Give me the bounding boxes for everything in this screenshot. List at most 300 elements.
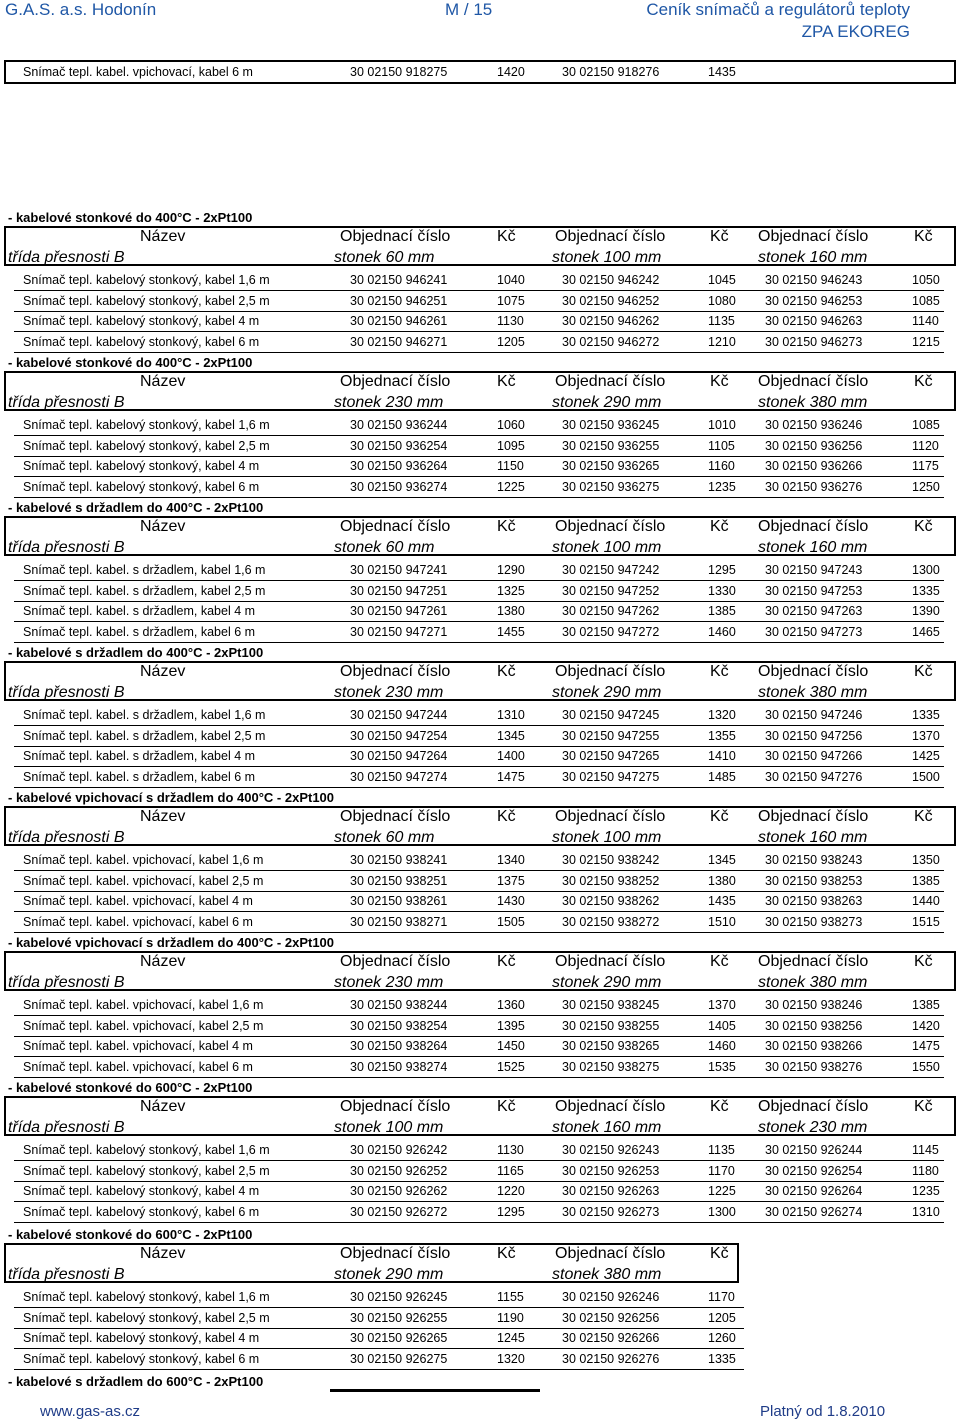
stem-length: stonek 160 mm [758, 539, 868, 556]
price: 1370 [912, 728, 940, 743]
row-rule [14, 746, 944, 747]
order-number: 30 02150 947273 [765, 624, 863, 639]
item-name: Snímač tepl. kabelový stonkový, kabel 4 m [23, 459, 260, 473]
order-number: 30 02150 947254 [350, 728, 448, 743]
column-header-row [0, 228, 960, 248]
price: 1235 [912, 1184, 940, 1198]
table-row [0, 1018, 960, 1038]
price: 1140 [912, 314, 939, 328]
stem-length: stonek 160 mm [758, 249, 868, 266]
section-title-text: - kabelové s držadlem do 400°C - 2xPt100 [8, 645, 264, 660]
price: 1430 [497, 894, 525, 908]
header-price: Kč [497, 373, 516, 390]
item-name: Snímač tepl. kabelový stonkový, kabel 1,6 m [23, 1143, 270, 1157]
row-rule [14, 1036, 944, 1037]
order-number: 30 02150 938255 [562, 1018, 660, 1033]
order-number: 30 02150 947241 [350, 563, 448, 577]
header-price: Kč [497, 518, 516, 535]
item-name: Snímač tepl. kabel. vpichovací, kabel 6 m [23, 65, 253, 79]
table-row [0, 1289, 960, 1309]
accuracy-class-label: třída přesnosti B [8, 249, 125, 266]
row-rule [14, 911, 944, 912]
order-number: 30 02150 947242 [562, 563, 660, 577]
item-name: Snímač tepl. kabelový stonkový, kabel 6 m [23, 1204, 260, 1219]
item-name: Snímač tepl. kabel. vpichovací, kabel 4 m [23, 894, 253, 908]
header-price: Kč [710, 1098, 729, 1115]
footer-validity: Platný od 1.8.2010 [760, 1403, 886, 1420]
price: 1155 [497, 1290, 524, 1304]
order-number: 30 02150 926264 [765, 1184, 863, 1198]
price: 1260 [708, 1331, 736, 1345]
order-number: 30 02150 938261 [350, 894, 448, 908]
header-order-number: Objednací číslo [340, 228, 451, 245]
row-rule [14, 311, 944, 312]
price: 1105 [708, 438, 735, 453]
stem-length: stonek 60 mm [334, 539, 435, 556]
row-rule [14, 1348, 744, 1349]
header-price: Kč [914, 518, 933, 535]
price: 1040 [497, 273, 525, 287]
stem-length: stonek 380 mm [758, 974, 868, 991]
table-row [0, 272, 960, 292]
header-order-number: Objednací číslo [555, 808, 666, 825]
price: 1460 [708, 1039, 736, 1053]
price: 1335 [708, 1351, 736, 1366]
table-row [0, 1183, 960, 1203]
price: 1160 [708, 459, 735, 473]
column-header-row [0, 373, 960, 393]
item-name: Snímač tepl. kabelový stonkový, kabel 1,6 m [23, 418, 270, 432]
order-number: 30 02150 936264 [350, 459, 448, 473]
price: 1420 [912, 1018, 940, 1033]
price: 1385 [912, 998, 940, 1012]
table-row [0, 583, 960, 603]
order-number: 30 02150 926275 [350, 1351, 448, 1366]
row-rule [14, 1369, 744, 1370]
section-title [0, 935, 960, 951]
header-price: Kč [914, 373, 933, 390]
accuracy-class-label: třída přesnosti B [8, 1266, 125, 1283]
item-name: Snímač tepl. kabel. s držadlem, kabel 2,5 m [23, 583, 266, 598]
row-rule [14, 1328, 744, 1329]
price: 1425 [912, 749, 940, 763]
row-rule [14, 435, 944, 436]
price: 1295 [708, 563, 736, 577]
item-name: Snímač tepl. kabel. s držadlem, kabel 6 m [23, 624, 256, 639]
column-header-row [0, 1245, 960, 1265]
table-row [0, 293, 960, 313]
price: 1380 [497, 604, 525, 618]
table-row [0, 313, 960, 333]
price: 1175 [912, 459, 939, 473]
accuracy-class-label: třída přesnosti B [8, 684, 125, 701]
header-price: Kč [914, 808, 933, 825]
order-number: 30 02150 947265 [562, 749, 660, 763]
row-rule [14, 787, 944, 788]
order-number: 30 02150 938262 [562, 894, 660, 908]
header-order-number: Objednací číslo [340, 373, 451, 390]
order-number: 30 02150 947272 [562, 624, 660, 639]
price: 1095 [497, 438, 525, 453]
price: 1045 [708, 273, 736, 287]
order-number: 30 02150 938253 [765, 873, 863, 888]
order-number: 30 02150 936246 [765, 418, 863, 432]
item-name: Snímač tepl. kabelový stonkový, kabel 2,5 m [23, 1310, 270, 1325]
column-header-row [0, 1098, 960, 1118]
price: 1235 [708, 479, 736, 494]
order-number: 30 02150 926266 [562, 1331, 660, 1345]
accuracy-class-row [0, 829, 960, 849]
price: 1435 [708, 894, 736, 908]
row-rule [14, 932, 944, 933]
item-name: Snímač tepl. kabel. s držadlem, kabel 4 m [23, 749, 256, 763]
price: 1205 [708, 1310, 736, 1325]
stem-length: stonek 100 mm [334, 1119, 444, 1136]
row-rule [14, 725, 944, 726]
order-number: 30 02150 926272 [350, 1204, 448, 1219]
item-name: Snímač tepl. kabelový stonkový, kabel 1,6 m [23, 1290, 270, 1304]
table-row [0, 997, 960, 1017]
top-item-row [0, 64, 960, 84]
item-name: Snímač tepl. kabelový stonkový, kabel 6 m [23, 334, 260, 349]
accuracy-class-label: třída přesnosti B [8, 974, 125, 991]
price: 1410 [708, 749, 736, 763]
order-number: 30 02150 947251 [350, 583, 448, 598]
row-rule [14, 1056, 944, 1057]
row-rule [14, 290, 944, 291]
accuracy-class-row [0, 249, 960, 269]
order-number: 30 02150 926244 [765, 1143, 863, 1157]
header-price: Kč [497, 1245, 516, 1262]
header-price: Kč [497, 663, 516, 680]
table-row [0, 438, 960, 458]
order-number: 30 02150 946263 [765, 314, 863, 328]
item-name: Snímač tepl. kabel. vpichovací, kabel 2,5 m [23, 873, 264, 888]
order-number: 30 02150 946251 [350, 293, 448, 308]
document-title: Ceník snímačů a regulátorů teploty [646, 0, 910, 19]
table-row [0, 479, 960, 499]
price: 1515 [912, 914, 940, 929]
stem-length: stonek 100 mm [552, 249, 662, 266]
order-number: 30 02150 946271 [350, 334, 448, 349]
header-order-number: Objednací číslo [758, 373, 869, 390]
column-header-row [0, 663, 960, 683]
table-row [0, 914, 960, 934]
order-number: 30 02150 946242 [562, 273, 660, 287]
price: 1435 [708, 65, 736, 79]
header-order-number: Objednací číslo [555, 1245, 666, 1262]
item-name: Snímač tepl. kabel. vpichovací, kabel 6 m [23, 1059, 253, 1074]
price: 1080 [708, 293, 736, 308]
item-name: Snímač tepl. kabelový stonkový, kabel 4 m [23, 1331, 260, 1345]
header-order-number: Objednací číslo [758, 808, 869, 825]
price: 1485 [708, 769, 736, 784]
section-title-text: - kabelové s držadlem do 400°C - 2xPt100 [8, 500, 264, 515]
column-header-row [0, 808, 960, 828]
table-row [0, 1163, 960, 1183]
order-number: 30 02150 947253 [765, 583, 863, 598]
order-number: 30 02150 926252 [350, 1163, 448, 1178]
stem-length: stonek 380 mm [552, 1266, 662, 1283]
order-number: 30 02150 947263 [765, 604, 863, 618]
order-number: 30 02150 946243 [765, 273, 863, 287]
header-name: Název [140, 518, 186, 535]
order-number: 30 02150 938252 [562, 873, 660, 888]
price: 1085 [912, 293, 940, 308]
table-row [0, 873, 960, 893]
accuracy-class-row [0, 394, 960, 414]
item-name: Snímač tepl. kabelový stonkový, kabel 1,6 m [23, 273, 270, 287]
order-number: 30 02150 947274 [350, 769, 448, 784]
price: 1165 [497, 1163, 524, 1178]
price: 1455 [497, 624, 525, 639]
row-rule [14, 1181, 944, 1182]
item-name: Snímač tepl. kabelový stonkový, kabel 2,5 m [23, 293, 270, 308]
table-row [0, 728, 960, 748]
order-number: 30 02150 938246 [765, 998, 863, 1012]
price: 1180 [912, 1163, 939, 1178]
header-price: Kč [914, 228, 933, 245]
order-number: 30 02150 947262 [562, 604, 660, 618]
price: 1350 [912, 853, 940, 867]
order-number: 30 02150 947261 [350, 604, 448, 618]
stem-length: stonek 100 mm [552, 539, 662, 556]
price: 1360 [497, 998, 525, 1012]
order-number: 30 02150 947266 [765, 749, 863, 763]
price: 1345 [497, 728, 525, 743]
row-rule [14, 476, 944, 477]
order-number: 30 02150 946253 [765, 293, 863, 308]
order-number: 30 02150 947245 [562, 708, 660, 722]
header-name: Název [140, 373, 186, 390]
item-name: Snímač tepl. kabel. vpichovací, kabel 1,6 m [23, 998, 264, 1012]
accuracy-class-row [0, 539, 960, 559]
order-number: 30 02150 946262 [562, 314, 660, 328]
order-number: 30 02150 926265 [350, 1331, 448, 1345]
price: 1475 [497, 769, 525, 784]
header-price: Kč [710, 663, 729, 680]
order-number: 30 02150 946273 [765, 334, 863, 349]
accuracy-class-label: třída přesnosti B [8, 829, 125, 846]
item-name: Snímač tepl. kabel. s držadlem, kabel 4 m [23, 604, 256, 618]
header-order-number: Objednací číslo [555, 518, 666, 535]
order-number: 30 02150 947243 [765, 563, 863, 577]
accuracy-class-row [0, 974, 960, 994]
accuracy-class-label: třída přesnosti B [8, 1119, 125, 1136]
table-row [0, 417, 960, 437]
price: 1120 [912, 438, 939, 453]
order-number: 30 02150 918276 [562, 65, 660, 79]
header-order-number: Objednací číslo [340, 1098, 451, 1115]
header-name: Název [140, 953, 186, 970]
header-order-number: Objednací číslo [340, 1245, 451, 1262]
price: 1390 [912, 604, 940, 618]
table-row [0, 334, 960, 354]
company-name: G.A.S. a.s. Hodonín [5, 0, 157, 19]
item-name: Snímač tepl. kabel. s držadlem, kabel 1,6 m [23, 708, 266, 722]
order-number: 30 02150 926254 [765, 1163, 863, 1178]
accuracy-class-label: třída přesnosti B [8, 539, 125, 556]
header-price: Kč [710, 808, 729, 825]
item-name: Snímač tepl. kabel. vpichovací, kabel 6 m [23, 914, 253, 929]
page-header [0, 0, 960, 48]
price: 1250 [912, 479, 940, 494]
price: 1535 [708, 1059, 736, 1074]
table-row [0, 893, 960, 913]
stem-length: stonek 380 mm [758, 684, 868, 701]
header-name: Název [140, 1245, 186, 1262]
row-rule [14, 1201, 944, 1202]
order-number: 30 02150 936244 [350, 418, 448, 432]
accuracy-class-label: třída přesnosti B [8, 394, 125, 411]
stem-length: stonek 230 mm [758, 1119, 868, 1136]
header-order-number: Objednací číslo [555, 1098, 666, 1115]
order-number: 30 02150 938273 [765, 914, 863, 929]
price: 1550 [912, 1059, 940, 1074]
header-order-number: Objednací číslo [340, 808, 451, 825]
item-name: Snímač tepl. kabel. s držadlem, kabel 1,6 m [23, 563, 266, 577]
price: 1525 [497, 1059, 525, 1074]
price: 1205 [497, 334, 525, 349]
header-price: Kč [914, 663, 933, 680]
stem-length: stonek 160 mm [552, 1119, 662, 1136]
table-row [0, 1142, 960, 1162]
header-price: Kč [710, 953, 729, 970]
order-number: 30 02150 938245 [562, 998, 660, 1012]
order-number: 30 02150 926256 [562, 1310, 660, 1325]
order-number: 30 02150 936275 [562, 479, 660, 494]
order-number: 30 02150 938271 [350, 914, 448, 929]
header-price: Kč [710, 1245, 729, 1262]
stem-length: stonek 290 mm [552, 974, 662, 991]
header-name: Název [140, 808, 186, 825]
stem-length: stonek 100 mm [552, 829, 662, 846]
order-number: 30 02150 918275 [350, 65, 448, 79]
price: 1405 [708, 1018, 736, 1033]
section-title [0, 500, 960, 516]
row-rule [14, 1222, 944, 1223]
order-number: 30 02150 926253 [562, 1163, 660, 1178]
price: 1420 [497, 65, 525, 79]
item-name: Snímač tepl. kabelový stonkový, kabel 6 m [23, 1351, 260, 1366]
price: 1215 [912, 334, 940, 349]
order-number: 30 02150 936265 [562, 459, 660, 473]
order-number: 30 02150 936254 [350, 438, 448, 453]
item-name: Snímač tepl. kabel. s držadlem, kabel 6 m [23, 769, 256, 784]
order-number: 30 02150 947244 [350, 708, 448, 722]
price: 1385 [912, 873, 940, 888]
price: 1375 [497, 873, 525, 888]
stem-length: stonek 290 mm [552, 394, 662, 411]
accuracy-class-row [0, 684, 960, 704]
order-number: 30 02150 946252 [562, 293, 660, 308]
column-header-row [0, 953, 960, 973]
header-order-number: Objednací číslo [758, 518, 869, 535]
order-number: 30 02150 938276 [765, 1059, 863, 1074]
table-row [0, 1038, 960, 1058]
header-price: Kč [710, 518, 729, 535]
price: 1190 [497, 1310, 524, 1325]
order-number: 30 02150 936276 [765, 479, 863, 494]
price: 1225 [708, 1184, 736, 1198]
section-title [0, 1227, 960, 1243]
table-row [0, 748, 960, 768]
price: 1370 [708, 998, 736, 1012]
order-number: 30 02150 926243 [562, 1143, 660, 1157]
price: 1300 [912, 563, 940, 577]
order-number: 30 02150 938244 [350, 998, 448, 1012]
order-number: 30 02150 926242 [350, 1143, 448, 1157]
price: 1395 [497, 1018, 525, 1033]
price: 1510 [708, 914, 736, 929]
accuracy-class-row [0, 1266, 960, 1286]
price: 1130 [497, 1143, 524, 1157]
item-name: Snímač tepl. kabelový stonkový, kabel 4 m [23, 314, 260, 328]
price: 1145 [912, 1143, 939, 1157]
row-rule [14, 766, 944, 767]
table-row [0, 458, 960, 478]
price: 1320 [708, 708, 736, 722]
section-title-text: - kabelové stonkové do 600°C - 2xPt100 [8, 1227, 253, 1242]
price: 1465 [912, 624, 940, 639]
header-price: Kč [914, 953, 933, 970]
order-number: 30 02150 947276 [765, 769, 863, 784]
price: 1075 [497, 293, 525, 308]
header-order-number: Objednací číslo [758, 663, 869, 680]
table-row [0, 707, 960, 727]
header-order-number: Objednací číslo [340, 663, 451, 680]
order-number: 30 02150 936245 [562, 418, 660, 432]
row-rule [14, 497, 944, 498]
header-name: Název [140, 228, 186, 245]
order-number: 30 02150 947255 [562, 728, 660, 743]
price: 1330 [708, 583, 736, 598]
column-header-row [0, 518, 960, 538]
price: 1170 [708, 1290, 735, 1304]
header-name: Název [140, 1098, 186, 1115]
section-title [0, 790, 960, 806]
price: 1135 [708, 314, 735, 328]
order-number: 30 02150 938242 [562, 853, 660, 867]
table-row [0, 1330, 960, 1350]
item-name: Snímač tepl. kabel. s držadlem, kabel 2,5 m [23, 728, 266, 743]
row-rule [14, 601, 944, 602]
page-number: M / 15 [445, 0, 493, 19]
section-title-text: - kabelové vpichovací s držadlem do 400°C - 2xPt100 [8, 790, 335, 805]
stem-length: stonek 380 mm [758, 394, 868, 411]
header-price: Kč [497, 808, 516, 825]
header-price: Kč [497, 953, 516, 970]
section-title [0, 210, 960, 226]
price: 1505 [497, 914, 525, 929]
price: 1450 [497, 1039, 525, 1053]
order-number: 30 02150 936256 [765, 438, 863, 453]
header-order-number: Objednací číslo [555, 228, 666, 245]
header-order-number: Objednací číslo [340, 518, 451, 535]
price: 1475 [912, 1039, 940, 1053]
table-row [0, 769, 960, 789]
order-number: 30 02150 926273 [562, 1204, 660, 1219]
order-number: 30 02150 938263 [765, 894, 863, 908]
table-row [0, 1204, 960, 1224]
row-rule [14, 580, 944, 581]
price: 1310 [912, 1204, 940, 1219]
document-subtitle: ZPA EKOREG [801, 22, 910, 41]
row-rule [14, 352, 944, 353]
order-number: 30 02150 947264 [350, 749, 448, 763]
section-title-text: - kabelové stonkové do 600°C - 2xPt100 [8, 1080, 253, 1095]
price: 1210 [708, 334, 736, 349]
